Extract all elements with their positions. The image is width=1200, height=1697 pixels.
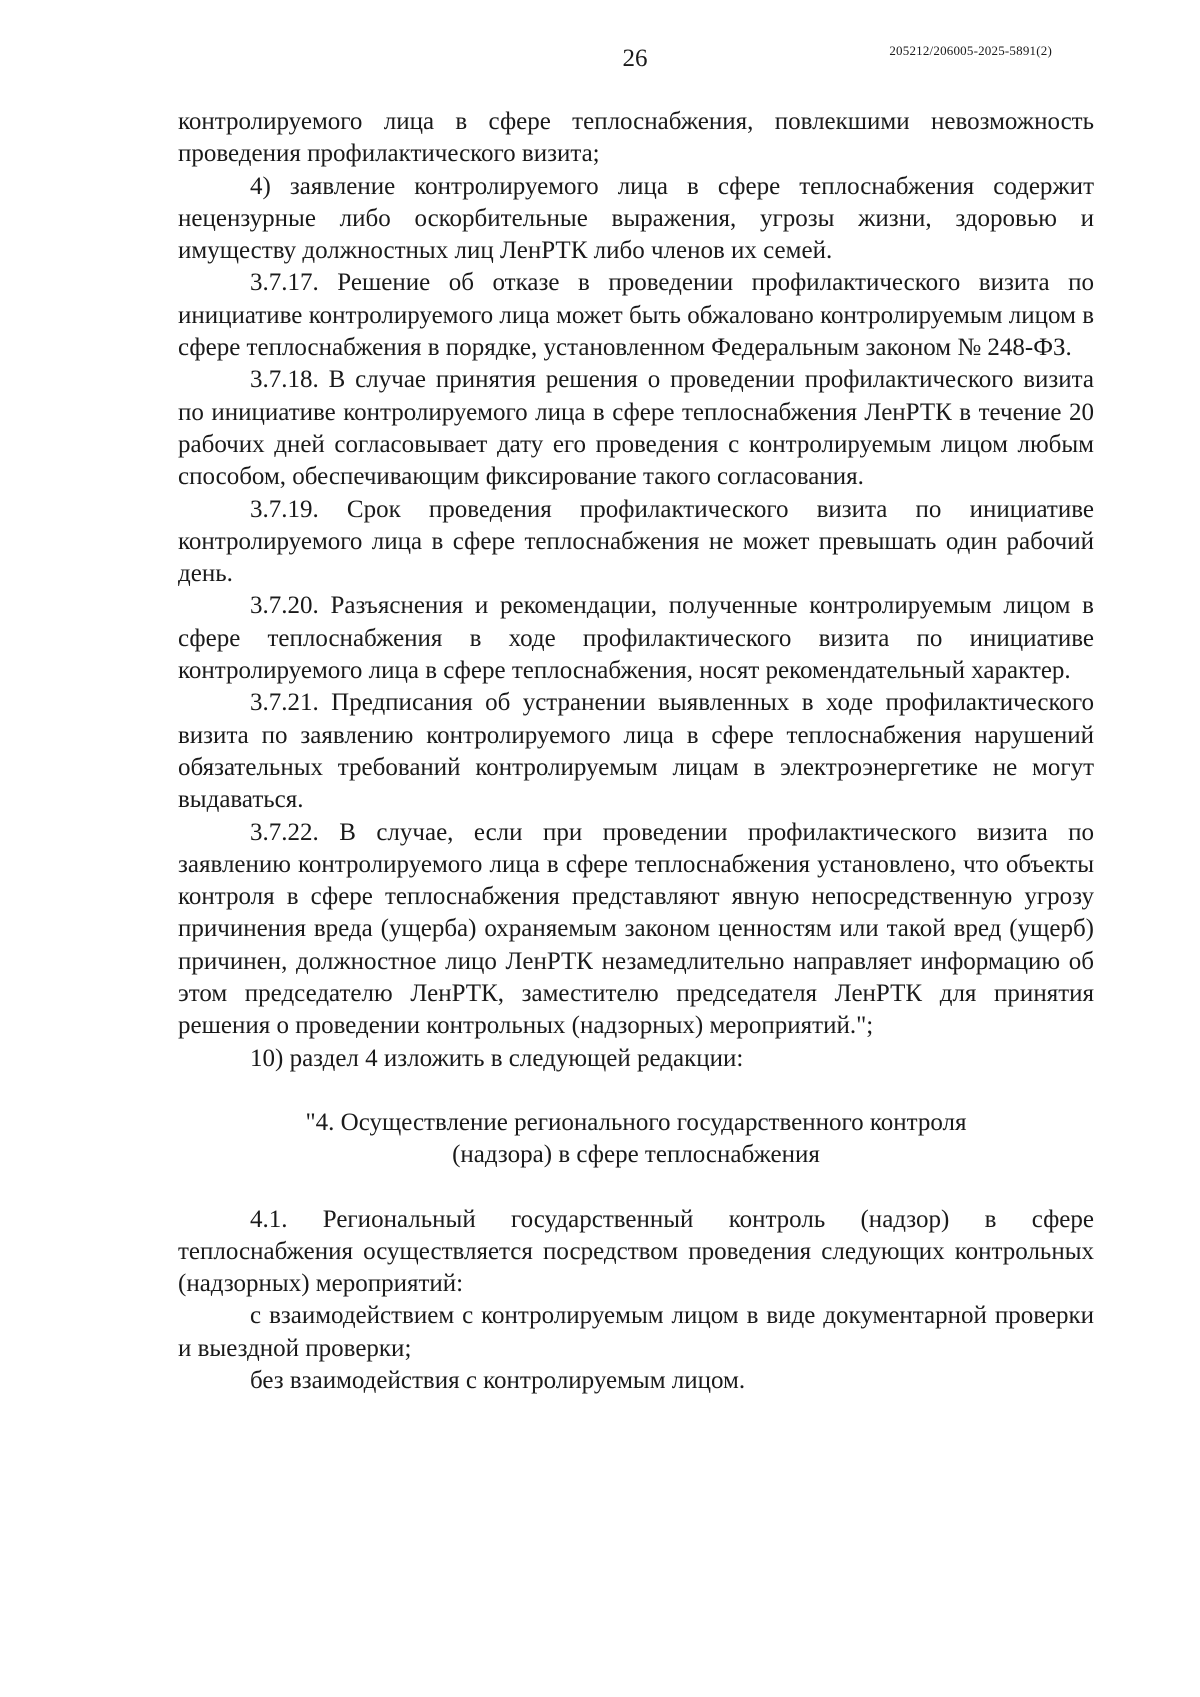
paragraph-item-10: 10) раздел 4 изложить в следующей редакции: <box>250 1044 744 1072</box>
document-id: 205212/206005-2025-5891(2) <box>889 43 1052 58</box>
paragraph-3-7-22: 3.7.22. В случае, если при проведении профилактического визита по заявлению контролируемого лица в сфере теплоснабжения установлено, что объекты контроля в сфере теплоснабжения представляют явную непосредственную угрозу причинения вреда (ущерба) охраняемым законом ценностям или такой вред (ущерб) причинен, должностное лицо ЛенРТК незамедлительно направляет информацию об этом председателю ЛенРТК, заместителю председателя ЛенРТК для принятия решения о проведении контрольных (надзорных) мероприятий."; <box>178 818 1094 1040</box>
paragraph-continuation: контролируемого лица в сфере теплоснабжения, повлекшими невозможность проведения профилактического визита; <box>178 108 1094 168</box>
section-4-heading <box>178 1107 1094 1172</box>
paragraph-with-interaction: с взаимодействием с контролируемым лицом в виде документарной проверки и выездной проверки; <box>178 1302 1094 1362</box>
section-heading-line-1: "4. Осуществление регионального государственного контроля <box>305 1108 967 1136</box>
paragraph-3-7-17: 3.7.17. Решение об отказе в проведении профилактического визита по инициативе контролируемого лица может быть обжаловано контролируемым лицом в сфере теплоснабжения в порядке, установленном Федеральным законом № 248-ФЗ. <box>178 269 1094 362</box>
paragraph-3-7-19: 3.7.19. Срок проведения профилактического визита по инициативе контролируемого лица в сфере теплоснабжения не может превышать один рабочий день. <box>178 495 1094 588</box>
paragraph-3-7-21: 3.7.21. Предписания об устранении выявленных в ходе профилактического визита по заявлению контролируемого лица в сфере теплоснабжения нарушений обязательных требований контролируемым лицам в электроэнергетике не могут выдаваться. <box>178 689 1094 814</box>
section-heading-line-2: (надзора) в сфере теплоснабжения <box>452 1141 820 1169</box>
page-number: 26 <box>622 45 648 72</box>
paragraph-4-1: 4.1. Региональный государственный контроль (надзор) в сфере теплоснабжения осуществляется посредством проведения следующих контрольных (надзорных) мероприятий: <box>178 1205 1094 1298</box>
paragraph-without-interaction: без взаимодействия с контролируемым лицом. <box>250 1366 746 1394</box>
document-body <box>178 106 1094 1397</box>
paragraph-3-7-18: 3.7.18. В случае принятия решения о проведении профилактического визита по инициативе контролируемого лица в сфере теплоснабжения ЛенРТК в течение 20 рабочих дней согласовывает дату его проведения с контролируемым лицом любым способом, обеспечивающим фиксирование такого согласования. <box>178 366 1094 491</box>
paragraph-3-7-20: 3.7.20. Разъяснения и рекомендации, полученные контролируемым лицом в сфере теплоснабжения в ходе профилактического визита по инициативе контролируемого лица в сфере теплоснабжения, носят рекомендательный характер. <box>178 592 1094 685</box>
paragraph-item-4: 4) заявление контролируемого лица в сфере теплоснабжения содержит нецензурные либо оскорбительные выражения, угрозы жизни, здоровью и имуществу должностных лиц ЛенРТК либо членов их семей. <box>178 172 1094 265</box>
